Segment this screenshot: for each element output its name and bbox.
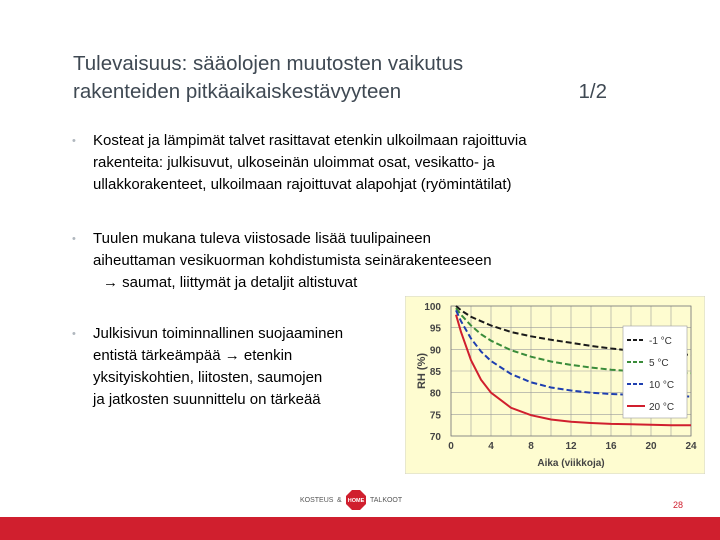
- bullet-3: [72, 323, 402, 411]
- y-tick-label: 70: [429, 432, 441, 443]
- legend-label: 10 °C: [649, 380, 675, 391]
- bullet-1: [72, 130, 642, 196]
- legend-label: 20 °C: [649, 402, 675, 413]
- bullet-2-line-1: Tuulen mukana tuleva viistosade lisää tuulipaineen: [93, 230, 431, 247]
- bullet-3-line-2: entistä tärkeämpää → etenkin: [93, 347, 293, 364]
- title-page-fraction: 1/2: [578, 80, 607, 103]
- y-tick-label: 90: [429, 345, 441, 357]
- rh-chart: [405, 296, 705, 474]
- y-tick-label: 75: [429, 410, 441, 422]
- bullet-3-line-4: ja jatkosten suunnittelu on tärkeää: [93, 391, 321, 408]
- bullet-3-line-3: yksityiskohtien, liitosten, saumojen: [93, 369, 323, 386]
- x-tick-label: 24: [685, 441, 697, 452]
- slide-title: [73, 50, 633, 106]
- bullet-1-line-3: ullakkorakenteet, ulkoilmaan rajoittuvat alapohjat (ryömintätilat): [93, 176, 512, 193]
- logo-left-text: KOSTEUS: [300, 497, 334, 504]
- title-line-1: Tulevaisuus: sääolojen muutosten vaikutus: [73, 52, 464, 75]
- x-tick-label: 4: [488, 441, 494, 452]
- page-number: 28: [673, 500, 684, 510]
- bullet-2: [72, 228, 612, 294]
- footer-bar: [0, 517, 720, 540]
- y-tick-label: 85: [429, 367, 441, 378]
- logo-middle-text: HOME: [347, 498, 365, 504]
- bullet-1-line-1: Kosteat ja lämpimät talvet rasittavat etenkin ulkoilmaan rajoittuvia: [93, 132, 527, 149]
- y-tick-label: 80: [429, 388, 441, 400]
- y-tick-label: 100: [424, 302, 441, 313]
- x-tick-label: 8: [528, 441, 534, 452]
- bullet-1-line-2: rakenteita: julkisuvut, ulkoseinän uloimmat osat, vesikatto- ja: [93, 154, 495, 171]
- x-tick-label: 20: [645, 441, 657, 452]
- legend-label: 5 °C: [649, 358, 669, 369]
- bullet-marker: •: [72, 233, 76, 245]
- legend-label: -1 °C: [649, 336, 672, 347]
- bullet-marker: •: [72, 328, 76, 340]
- bullet-marker: •: [72, 135, 76, 147]
- logo-right-text: TALKOOT: [370, 497, 403, 504]
- kosteus-home-talkoot-logo: [300, 488, 408, 510]
- bullet-2-line-2: aiheuttaman vesikuorman kohdistumista seinärakenteeseen: [93, 252, 492, 269]
- logo-ampersand: &: [337, 497, 342, 504]
- y-tick-label: 95: [429, 323, 441, 335]
- x-tick-label: 16: [605, 441, 617, 452]
- bullet-3-line-1: Julkisivun toiminnallinen suojaaminen: [93, 325, 344, 342]
- title-line-2-row: [73, 78, 607, 106]
- x-axis-label: Aika (viikkoja): [537, 458, 605, 469]
- bullet-2-line-3: → saumat, liittymät ja detaljit altistuvat: [103, 274, 358, 291]
- x-tick-label: 0: [448, 441, 454, 452]
- x-tick-label: 12: [565, 441, 577, 452]
- title-line-2: rakenteiden pitkäaikaiskestävyyteen: [73, 80, 402, 103]
- y-axis-label: RH (%): [416, 352, 428, 390]
